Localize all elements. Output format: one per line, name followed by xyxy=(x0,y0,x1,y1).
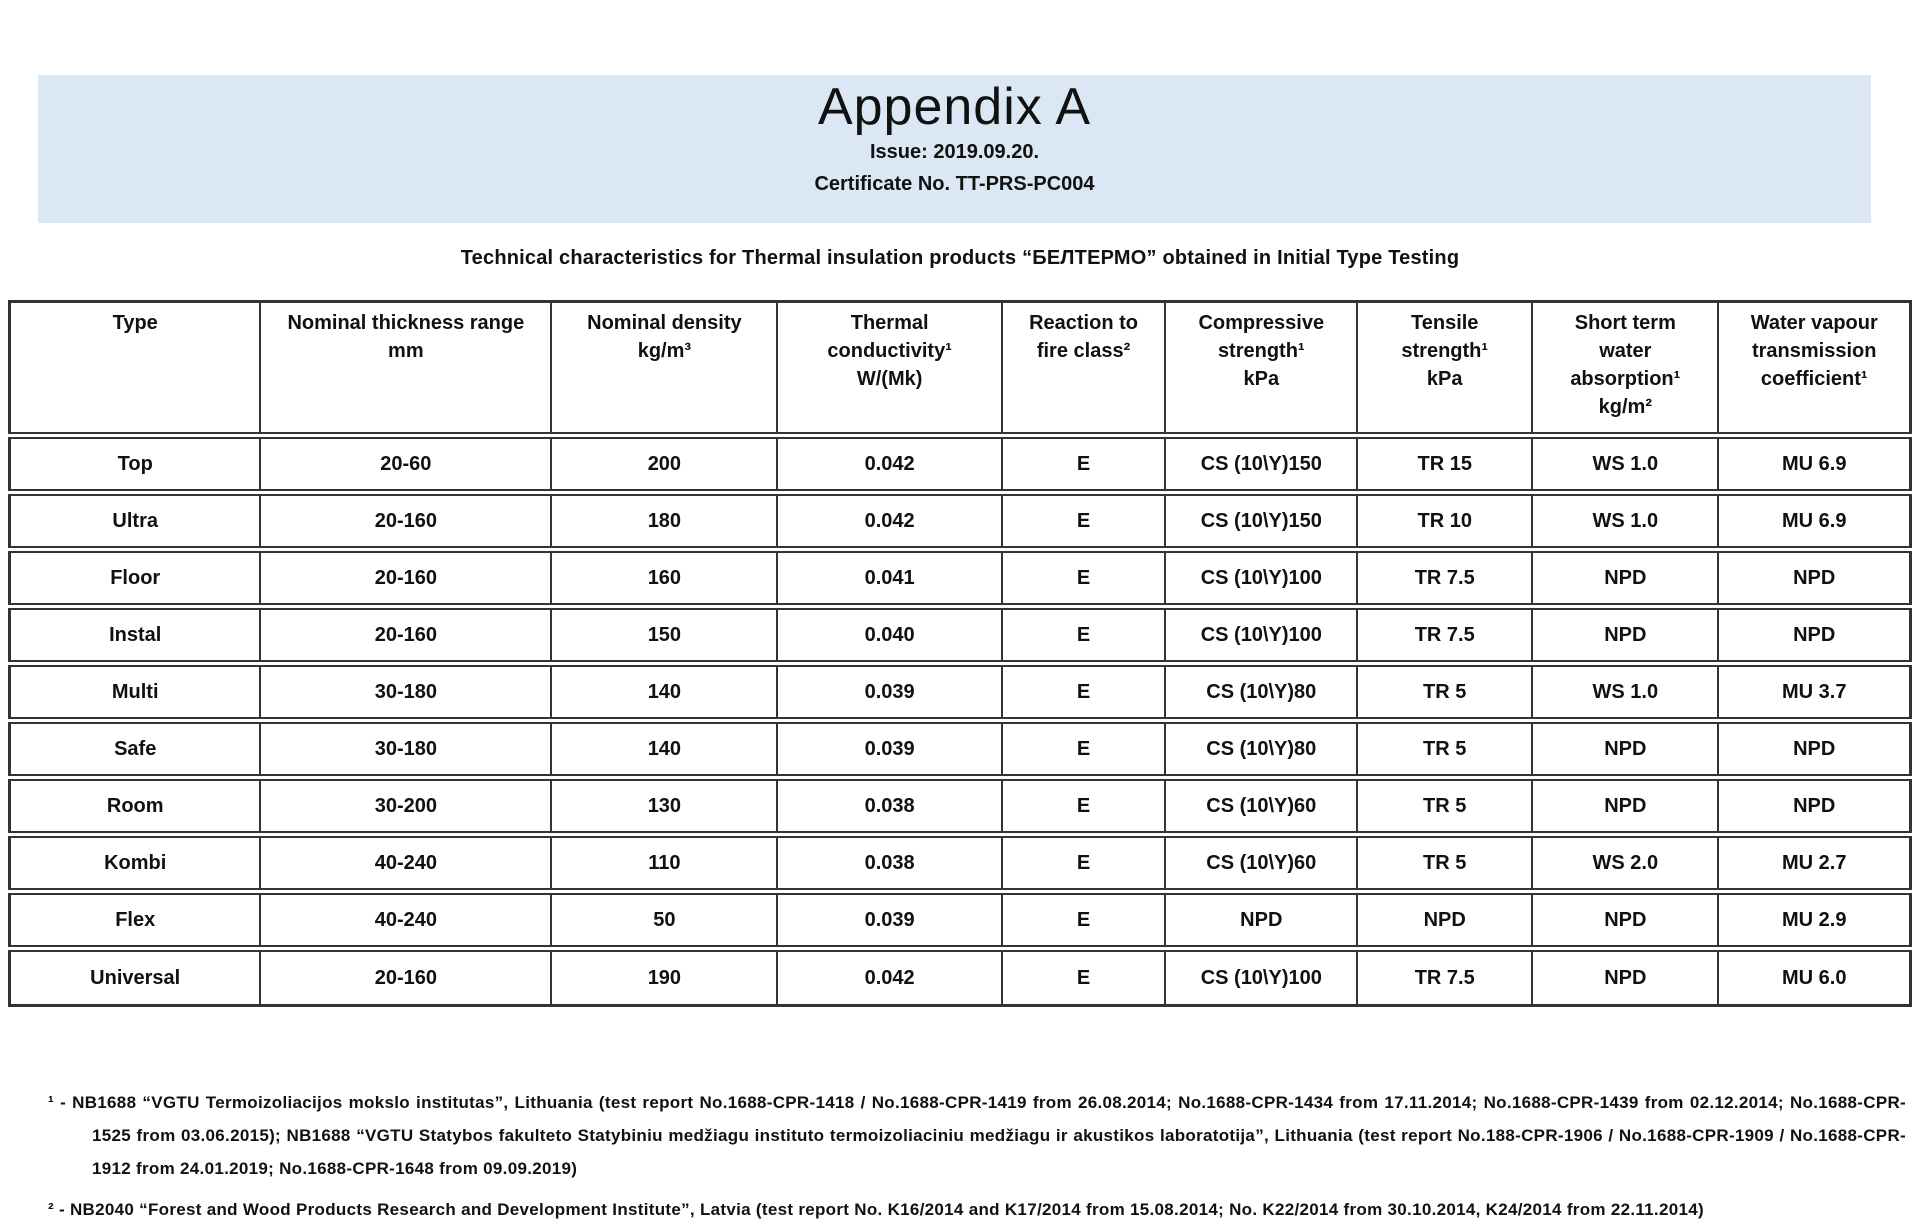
cell-thermal-conductivity: 0.039 xyxy=(777,721,1001,778)
cell-tensile-strength: TR 10 xyxy=(1357,493,1532,550)
cell-reaction-to-fire-class: E xyxy=(1002,664,1165,721)
column-header-compressive-strength: Compressive strength¹ kPa xyxy=(1165,302,1357,436)
cell-reaction-to-fire-class: E xyxy=(1002,721,1165,778)
cell-type: Ultra xyxy=(10,493,261,550)
cell-tensile-strength: TR 5 xyxy=(1357,778,1532,835)
cell-type: Top xyxy=(10,436,261,493)
column-header-short-term-water-absorption: Short term water absorption¹ kg/m² xyxy=(1532,302,1718,436)
cell-short-term-water-absorption: NPD xyxy=(1532,550,1718,607)
cell-thermal-conductivity: 0.039 xyxy=(777,664,1001,721)
cell-type: Room xyxy=(10,778,261,835)
cell-nominal-thickness-range: 20-160 xyxy=(260,550,551,607)
cell-compressive-strength: NPD xyxy=(1165,892,1357,949)
cell-tensile-strength: TR 5 xyxy=(1357,721,1532,778)
cell-nominal-density: 200 xyxy=(551,436,777,493)
cell-nominal-density: 130 xyxy=(551,778,777,835)
cell-water-vapour-transmission-coefficient: NPD xyxy=(1718,778,1910,835)
footnotes-section xyxy=(48,1086,1906,1227)
cell-thermal-conductivity: 0.039 xyxy=(777,892,1001,949)
cell-tensile-strength: TR 7.5 xyxy=(1357,949,1532,1006)
cell-nominal-density: 50 xyxy=(551,892,777,949)
appendix-title: Appendix A xyxy=(817,78,1092,136)
footnote-2: ² - NB2040 “Forest and Wood Products Research and Development Institute”, Latvia (test report No. K16/2014 and K17/2014 from 15.08.2014; No. K22/2014 from 30.10.2014, K24/2014 from 22.11.2014) xyxy=(48,1200,1704,1220)
cell-compressive-strength: CS (10\Y)100 xyxy=(1165,550,1357,607)
cell-short-term-water-absorption: NPD xyxy=(1532,607,1718,664)
cell-thermal-conductivity: 0.041 xyxy=(777,550,1001,607)
appendix-header-band xyxy=(38,75,1871,223)
cell-short-term-water-absorption: WS 2.0 xyxy=(1532,835,1718,892)
cell-tensile-strength: TR 5 xyxy=(1357,664,1532,721)
cell-water-vapour-transmission-coefficient: NPD xyxy=(1718,550,1910,607)
cell-reaction-to-fire-class: E xyxy=(1002,892,1165,949)
cell-nominal-thickness-range: 20-60 xyxy=(260,436,551,493)
cell-nominal-density: 140 xyxy=(551,664,777,721)
cell-thermal-conductivity: 0.042 xyxy=(777,493,1001,550)
cell-nominal-thickness-range: 20-160 xyxy=(260,607,551,664)
cell-nominal-density: 150 xyxy=(551,607,777,664)
cell-water-vapour-transmission-coefficient: MU 6.9 xyxy=(1718,436,1910,493)
footnote-1: ¹ - NB1688 “VGTU Termoizoliacijos mokslo institutas”, Lithuania (test report No.1688-CPR-1418 / No.1688-CPR-1419 from 26.08.2014; No.1688-CPR-1434 from 17.11.2014; No.1688-CPR-1439 from 02.12.2014; No.1688-CPR-1525 from 03.06.2015); NB1688 “VGTU Statybos fakulteto Statybiniu medžiagu instituto termoizoliaciniu medžiagu ir akustikos laboratotija”, Lithuania (test report No.188-CPR-1906 / No.1688-CPR-1909 / No.1688-CPR-1912 from 24.01.2019; No.1688-CPR-1648 from 09.09.2019) xyxy=(48,1093,1906,1179)
cell-type: Kombi xyxy=(10,835,261,892)
column-header-thermal-conductivity: Thermal conductivity¹ W/(Mk) xyxy=(777,302,1001,436)
technical-characteristics-table xyxy=(8,300,1912,1007)
cell-compressive-strength: CS (10\Y)60 xyxy=(1165,835,1357,892)
cell-compressive-strength: CS (10\Y)60 xyxy=(1165,778,1357,835)
cell-reaction-to-fire-class: E xyxy=(1002,835,1165,892)
cell-thermal-conductivity: 0.038 xyxy=(777,835,1001,892)
cell-nominal-thickness-range: 30-180 xyxy=(260,664,551,721)
cell-water-vapour-transmission-coefficient: NPD xyxy=(1718,607,1910,664)
certificate-number-line: Certificate No. TT-PRS-PC004 xyxy=(814,173,1095,196)
cell-nominal-thickness-range: 20-160 xyxy=(260,493,551,550)
cell-short-term-water-absorption: NPD xyxy=(1532,892,1718,949)
cell-compressive-strength: CS (10\Y)100 xyxy=(1165,949,1357,1006)
cell-thermal-conductivity: 0.040 xyxy=(777,607,1001,664)
table-header xyxy=(10,302,1911,436)
table-row-flex xyxy=(10,892,1911,949)
cell-reaction-to-fire-class: E xyxy=(1002,550,1165,607)
cell-tensile-strength: TR 7.5 xyxy=(1357,550,1532,607)
cell-short-term-water-absorption: WS 1.0 xyxy=(1532,664,1718,721)
cell-nominal-thickness-range: 40-240 xyxy=(260,892,551,949)
cell-thermal-conductivity: 0.038 xyxy=(777,778,1001,835)
cell-water-vapour-transmission-coefficient: MU 6.9 xyxy=(1718,493,1910,550)
table-body xyxy=(10,436,1911,1006)
cell-short-term-water-absorption: NPD xyxy=(1532,778,1718,835)
column-header-nominal-thickness-range: Nominal thickness range mm xyxy=(260,302,551,436)
column-header-nominal-density: Nominal density kg/m³ xyxy=(551,302,777,436)
cell-reaction-to-fire-class: E xyxy=(1002,949,1165,1006)
table-header-row xyxy=(10,302,1911,436)
table-row-safe xyxy=(10,721,1911,778)
column-header-reaction-to-fire-class: Reaction to fire class² xyxy=(1002,302,1165,436)
table-row-multi xyxy=(10,664,1911,721)
cell-type: Multi xyxy=(10,664,261,721)
issue-date-line: Issue: 2019.09.20. xyxy=(869,141,1039,164)
cell-short-term-water-absorption: WS 1.0 xyxy=(1532,493,1718,550)
cell-nominal-density: 110 xyxy=(551,835,777,892)
cell-nominal-thickness-range: 20-160 xyxy=(260,949,551,1006)
table-row-ultra xyxy=(10,493,1911,550)
cell-nominal-thickness-range: 30-180 xyxy=(260,721,551,778)
cell-reaction-to-fire-class: E xyxy=(1002,778,1165,835)
cell-type: Instal xyxy=(10,607,261,664)
cell-nominal-density: 160 xyxy=(551,550,777,607)
table-row-kombi xyxy=(10,835,1911,892)
table-row-top xyxy=(10,436,1911,493)
cell-compressive-strength: CS (10\Y)80 xyxy=(1165,664,1357,721)
cell-water-vapour-transmission-coefficient: MU 3.7 xyxy=(1718,664,1910,721)
table-row-instal xyxy=(10,607,1911,664)
column-header-water-vapour-transmission-coefficient: Water vapour transmission coefficient¹ xyxy=(1718,302,1910,436)
cell-water-vapour-transmission-coefficient: NPD xyxy=(1718,721,1910,778)
cell-reaction-to-fire-class: E xyxy=(1002,493,1165,550)
cell-short-term-water-absorption: NPD xyxy=(1532,949,1718,1006)
cell-nominal-thickness-range: 30-200 xyxy=(260,778,551,835)
cell-compressive-strength: CS (10\Y)150 xyxy=(1165,493,1357,550)
cell-nominal-density: 180 xyxy=(551,493,777,550)
cell-nominal-thickness-range: 40-240 xyxy=(260,835,551,892)
cell-nominal-density: 140 xyxy=(551,721,777,778)
cell-short-term-water-absorption: WS 1.0 xyxy=(1532,436,1718,493)
cell-type: Flex xyxy=(10,892,261,949)
cell-thermal-conductivity: 0.042 xyxy=(777,949,1001,1006)
cell-thermal-conductivity: 0.042 xyxy=(777,436,1001,493)
cell-type: Safe xyxy=(10,721,261,778)
cell-type: Floor xyxy=(10,550,261,607)
cell-reaction-to-fire-class: E xyxy=(1002,436,1165,493)
table-row-universal xyxy=(10,949,1911,1006)
table-row-room xyxy=(10,778,1911,835)
cell-compressive-strength: CS (10\Y)100 xyxy=(1165,607,1357,664)
cell-compressive-strength: CS (10\Y)150 xyxy=(1165,436,1357,493)
cell-reaction-to-fire-class: E xyxy=(1002,607,1165,664)
cell-water-vapour-transmission-coefficient: MU 2.9 xyxy=(1718,892,1910,949)
cell-tensile-strength: NPD xyxy=(1357,892,1532,949)
cell-water-vapour-transmission-coefficient: MU 2.7 xyxy=(1718,835,1910,892)
cell-compressive-strength: CS (10\Y)80 xyxy=(1165,721,1357,778)
cell-nominal-density: 190 xyxy=(551,949,777,1006)
cell-tensile-strength: TR 7.5 xyxy=(1357,607,1532,664)
cell-short-term-water-absorption: NPD xyxy=(1532,721,1718,778)
document-title: Technical characteristics for Thermal insulation products “БЕЛТЕРМО” obtained in Initial Type Testing xyxy=(460,247,1460,269)
cell-water-vapour-transmission-coefficient: MU 6.0 xyxy=(1718,949,1910,1006)
column-header-type: Type xyxy=(10,302,261,436)
cell-tensile-strength: TR 15 xyxy=(1357,436,1532,493)
cell-type: Universal xyxy=(10,949,261,1006)
column-header-tensile-strength: Tensile strength¹ kPa xyxy=(1357,302,1532,436)
cell-tensile-strength: TR 5 xyxy=(1357,835,1532,892)
table-row-floor xyxy=(10,550,1911,607)
